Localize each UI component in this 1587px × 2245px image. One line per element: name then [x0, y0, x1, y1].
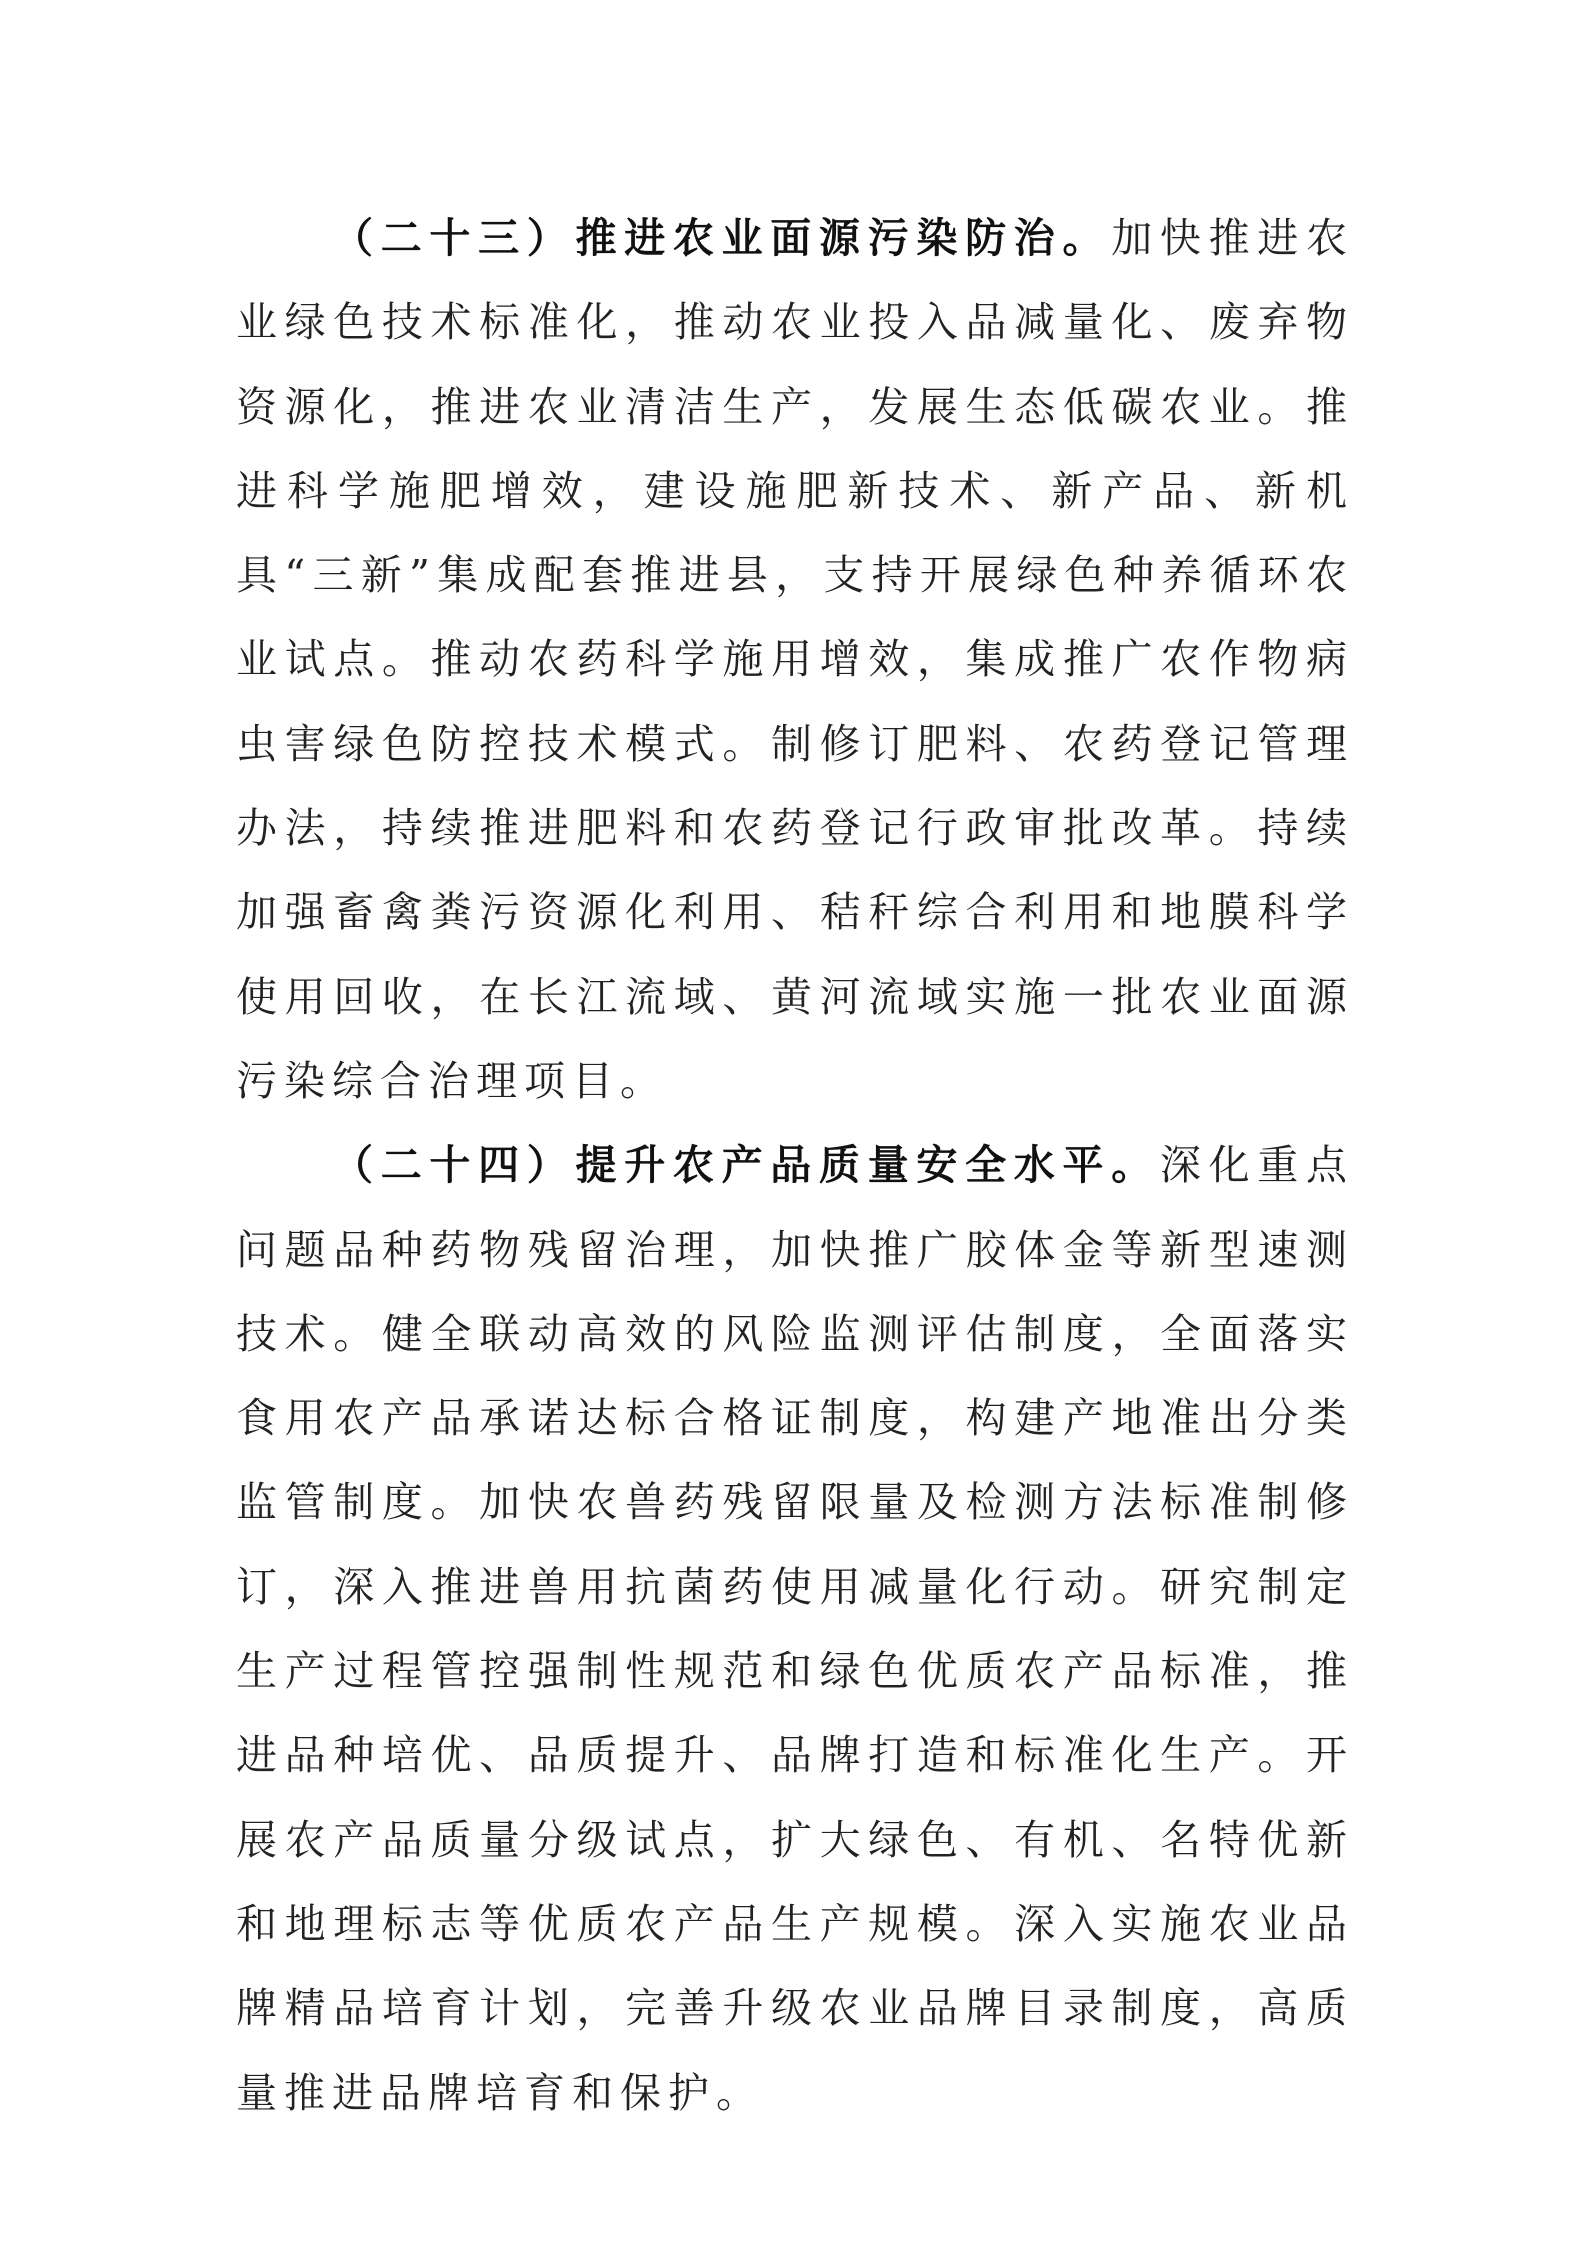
document-body	[236, 196, 1354, 2135]
section-body-23: 加快推进农业绿色技术标准化，推动农业投入品减量化、废弃物资源化，推进农业清洁生产，发展生态低碳农业。推进科学施肥增效，建设施肥新技术、新产品、新机具“三新”集成配套推进县，支持开展绿色种养循环农业试点。推动农药科学施用增效，集成推广农作物病虫害绿色防控技术模式。制修订肥料、农药登记管理办法，持续推进肥料和农药登记行政审批改革。持续加强畜禽粪污资源化利用、秸秆综合利用和地膜科学使用回收，在长江流域、黄河流域实施一批农业面源污染综合治理项目。	[236, 214, 1355, 1105]
paragraph-section-23	[236, 196, 1354, 1123]
paragraph-section-24	[236, 1123, 1354, 2135]
section-body-24: 深化重点问题品种药物残留治理，加快推广胶体金等新型速测技术。健全联动高效的风险监测评估制度，全面落实食用农产品承诺达标合格证制度，构建产地准出分类监管制度。加快农兽药残留限量及检测方法标准制修订，深入推进兽用抗菌药使用减量化行动。研究制定生产过程管控强制性规范和绿色优质农产品标准，推进品种培优、品质提升、品牌打造和标准化生产。开展农产品质量分级试点，扩大绿色、有机、名特优新和地理标志等优质农产品生产规模。深入实施农业品牌精品培育计划，完善升级农业品牌目录制度，高质量推进品牌培育和保护。	[236, 1141, 1355, 2117]
section-heading-23: （二十三）推进农业面源污染防治。	[332, 214, 1112, 262]
section-heading-24: （二十四）提升农产品质量安全水平。	[332, 1141, 1160, 1190]
